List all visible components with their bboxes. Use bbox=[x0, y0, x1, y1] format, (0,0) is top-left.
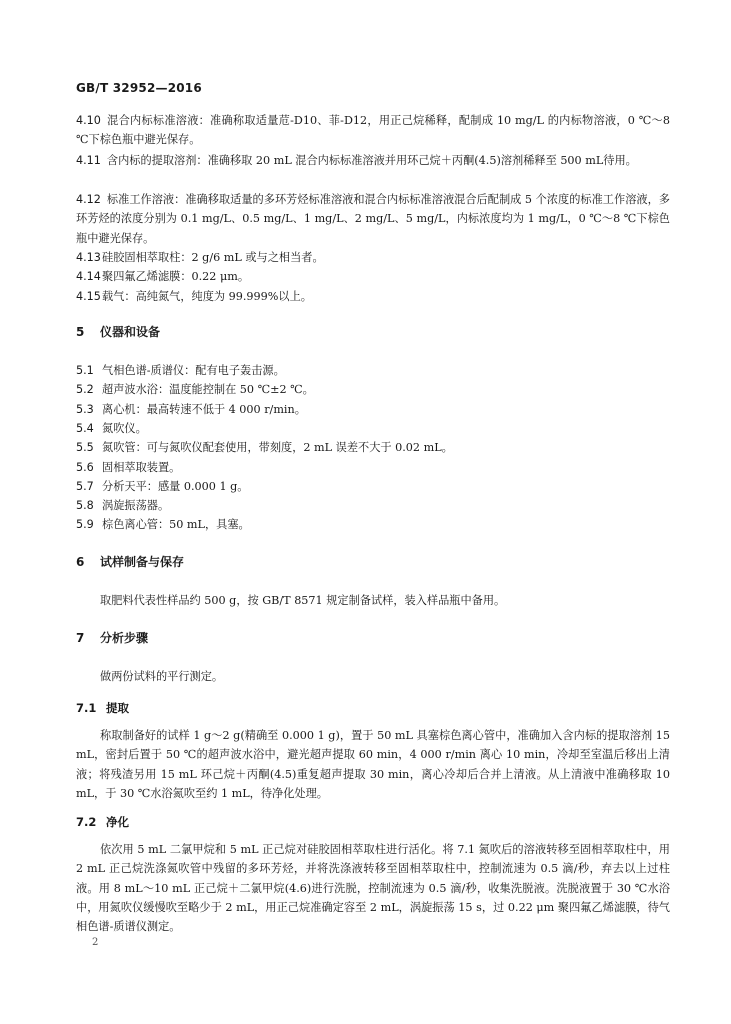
section-5-heading bbox=[76, 323, 160, 340]
standard-header: GB/T 32952—2016 bbox=[76, 81, 202, 95]
clause-5-2 bbox=[76, 380, 666, 399]
clause-4-15 bbox=[76, 287, 666, 306]
clause-text: 载气：高纯氮气，纯度为 99.999%以上。 bbox=[102, 290, 312, 303]
clause-4-11 bbox=[76, 151, 670, 170]
clause-number: 4.11 bbox=[76, 154, 101, 167]
section-7-2-paragraph: 依次用 5 mL 二氯甲烷和 5 mL 正己烷对硅胶固相萃取柱进行活化。将 7.1 氮吹后的溶液转移至固相萃取柱中，用 2 mL 正己烷洗涤氮吹管中残留的多环芳烃，并将洗涤液转移至固相萃取柱中，控制流速为 0.5 滴/秒，弃去以上过柱液。用 8 mL～10 mL 正己烷＋二氯甲烷(4.6)进行洗脱，控制流速为 0.5 滴/秒，收集洗脱液。洗脱液置于 30 ℃水浴中，用氮吹仪缓慢吹至略少于 2 mL，用正己烷准确定容至 2 mL，涡旋振荡 15 s，过 0.22 μm 聚四氟乙烯滤膜，待气相色谱-质谱仪测定。 bbox=[76, 843, 670, 934]
clause-5-4 bbox=[76, 419, 666, 438]
clause-5-6 bbox=[76, 458, 666, 477]
clause-number: 5.5 bbox=[76, 441, 94, 454]
subsection-number: 7.2 bbox=[76, 815, 97, 829]
section-number: 5 bbox=[76, 325, 85, 339]
subsection-number: 7.1 bbox=[76, 701, 97, 715]
clause-number: 4.13 bbox=[76, 251, 101, 264]
clause-5-8 bbox=[76, 496, 666, 515]
clause-text: 硅胶固相萃取柱：2 g/6 mL 或与之相当者。 bbox=[102, 251, 324, 264]
clause-text: 分析天平：感量 0.000 1 g。 bbox=[102, 480, 249, 493]
subsection-title: 提取 bbox=[106, 701, 129, 715]
clause-text: 标准工作溶液：准确移取适量的多环芳烃标准溶液和混合内标标准溶液混合后配制成 5 个浓度的标准工作溶液，多环芳烃的浓度分别为 0.1 mg/L、0.5 mg/L、1 mg/L、2 mg/L、5 mg/L，内标浓度均为 1 mg/L，0 ℃～8 ℃下棕色瓶中避光保存。 bbox=[76, 193, 670, 245]
clause-text: 气相色谱-质谱仪：配有电子轰击源。 bbox=[102, 364, 285, 377]
clause-5-5 bbox=[76, 438, 666, 457]
clause-5-1 bbox=[76, 361, 666, 380]
clause-number: 4.12 bbox=[76, 193, 101, 206]
clause-text: 棕色离心管：50 mL，具塞。 bbox=[102, 518, 250, 531]
section-7-heading bbox=[76, 629, 148, 646]
section-7-1-heading bbox=[76, 700, 129, 716]
clause-number: 4.10 bbox=[76, 114, 101, 127]
page-number: 2 bbox=[92, 937, 99, 948]
clause-number: 4.15 bbox=[76, 290, 101, 303]
clause-5-7 bbox=[76, 477, 666, 496]
clause-text: 氮吹管：可与氮吹仪配套使用，带刻度，2 mL 误差不大于 0.02 mL。 bbox=[102, 441, 453, 454]
clause-text: 离心机：最高转速不低于 4 000 r/min。 bbox=[102, 403, 306, 416]
clause-number: 5.1 bbox=[76, 364, 94, 377]
clause-number: 5.3 bbox=[76, 403, 94, 416]
section-6-heading bbox=[76, 553, 184, 570]
clause-text: 固相萃取装置。 bbox=[102, 461, 181, 474]
clause-4-13 bbox=[76, 248, 666, 267]
clause-text: 聚四氟乙烯滤膜：0.22 μm。 bbox=[102, 270, 250, 283]
section-number: 7 bbox=[76, 631, 85, 645]
clause-text: 超声波水浴：温度能控制在 50 ℃±2 ℃。 bbox=[102, 383, 314, 396]
clause-4-12 bbox=[76, 190, 670, 248]
section-7-2-heading bbox=[76, 814, 129, 830]
clause-text: 氮吹仪。 bbox=[102, 422, 147, 435]
clause-number: 4.14 bbox=[76, 270, 101, 283]
section-title: 分析步骤 bbox=[100, 631, 149, 645]
clause-number: 5.2 bbox=[76, 383, 94, 396]
clause-5-3 bbox=[76, 400, 666, 419]
section-6-paragraph: 取肥料代表性样品约 500 g，按 GB/T 8571 规定制备试样，装入样品瓶中备用。 bbox=[100, 594, 506, 607]
clause-4-10 bbox=[76, 111, 670, 150]
clause-number: 5.7 bbox=[76, 480, 94, 493]
clause-4-14 bbox=[76, 267, 666, 286]
clause-number: 5.6 bbox=[76, 461, 94, 474]
section-number: 6 bbox=[76, 555, 85, 569]
clause-number: 5.9 bbox=[76, 518, 94, 531]
section-7-1-paragraph: 称取制备好的试样 1 g～2 g(精确至 0.000 1 g)，置于 50 mL 具塞棕色离心管中，准确加入含内标的提取溶剂 15 mL，密封后置于 50 ℃的超声波水浴中，避光超声提取 60 min，4 000 r/min 离心 10 min，冷却至室温后移出上清液；将残渣另用 15 mL 环己烷＋丙酮(4.5)重复超声提取 30 min，离心冷却后合并上清液。从上清液中准确移取 10 mL，于 30 ℃水浴氮吹至约 1 mL，待净化处理。 bbox=[76, 729, 670, 800]
clause-number: 5.4 bbox=[76, 422, 94, 435]
clause-text: 混合内标标准溶液：准确称取适量苊-D10、菲-D12，用正己烷稀释，配制成 10 mg/L 的内标物溶液，0 ℃～8 ℃下棕色瓶中避光保存。 bbox=[76, 114, 670, 147]
section-title: 仪器和设备 bbox=[100, 325, 161, 339]
subsection-title: 净化 bbox=[106, 815, 129, 829]
clause-5-9 bbox=[76, 515, 666, 534]
section-7-intro: 做两份试料的平行测定。 bbox=[100, 670, 224, 683]
clause-number: 5.8 bbox=[76, 499, 94, 512]
clause-text: 涡旋振荡器。 bbox=[102, 499, 170, 512]
section-title: 试样制备与保存 bbox=[100, 555, 185, 569]
clause-text: 含内标的提取溶剂：准确移取 20 mL 混合内标标准溶液并用环己烷＋丙酮(4.5)溶剂稀释至 500 mL待用。 bbox=[106, 154, 637, 167]
